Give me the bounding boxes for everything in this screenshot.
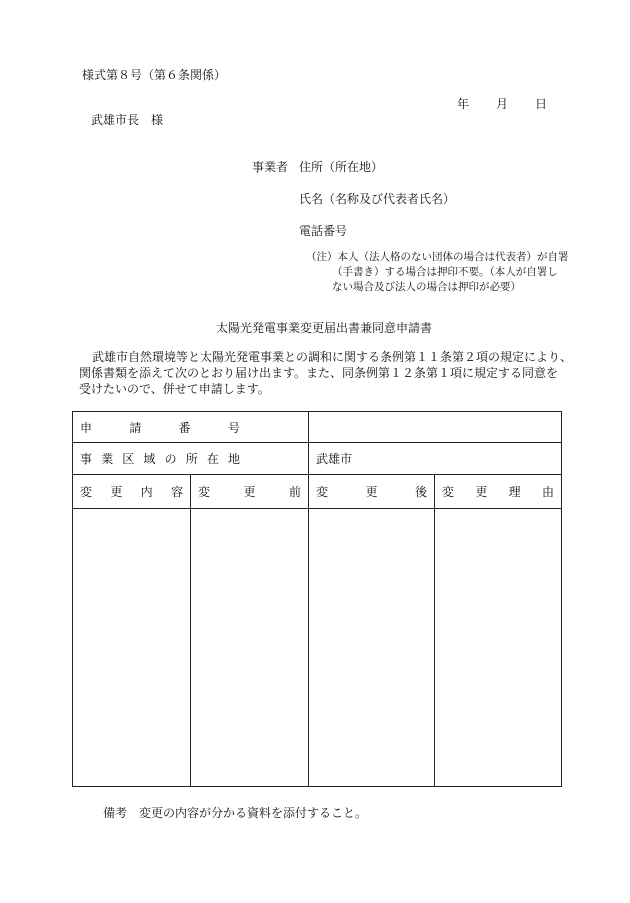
project-area-label-cell: 事 業 区 域 の 所 在 地 [73, 443, 309, 475]
name-label: 氏名（名称及び代表者氏名） [299, 192, 456, 206]
project-area-field[interactable]: 武雄市 [309, 443, 562, 475]
address-label: 住所（所在地） [299, 160, 384, 174]
column-header-change-reason: 変 更 理 由 [435, 475, 562, 509]
after-change-field[interactable] [309, 509, 435, 787]
note-line-2: （手書き）する場合は押印不要。（本人が自署し [332, 266, 558, 278]
document-title: 太陽光発電事業変更届出書兼同意申請書 [216, 321, 433, 335]
remarks: 備考 変更の内容が分かる資料を添付すること。 [103, 806, 368, 820]
column-header-before-change: 変 更 前 [191, 475, 309, 509]
application-number-label-cell: 申 請 番 号 [73, 412, 309, 443]
date-year-label: 年 [457, 97, 470, 111]
applicant-heading: 事業者 [252, 160, 289, 174]
column-header-change-content: 変 更 内 容 [73, 475, 191, 509]
body-line-2: 関係書類を添えて次のとおり届け出ます。また、同条例第１２条第１項に規定する同意を [79, 366, 559, 380]
addressee: 武雄市長 様 [91, 113, 164, 127]
date-month-label: 月 [496, 97, 509, 111]
note-line-1: （注）本人（法人格のない団体の場合は代表者）が自署 [306, 251, 569, 263]
change-form-table [72, 411, 562, 787]
form-number: 様式第８号（第６条関係） [82, 68, 227, 82]
note-line-3: ない場合及び法人の場合は押印が必要） [332, 281, 521, 293]
before-change-field[interactable] [191, 509, 309, 787]
phone-label: 電話番号 [299, 224, 348, 238]
change-reason-field[interactable] [435, 509, 562, 787]
column-header-after-change: 変 更 後 [309, 475, 435, 509]
change-content-field[interactable] [73, 509, 191, 787]
body-line-1: 武雄市自然環境等と太陽光発電事業との調和に関する条例第１１条第２項の規定により、 [92, 350, 573, 364]
date-day-label: 日 [535, 97, 548, 111]
body-line-3: 受けたいので、併せて申請します。 [79, 382, 270, 396]
application-number-field[interactable] [309, 412, 562, 443]
